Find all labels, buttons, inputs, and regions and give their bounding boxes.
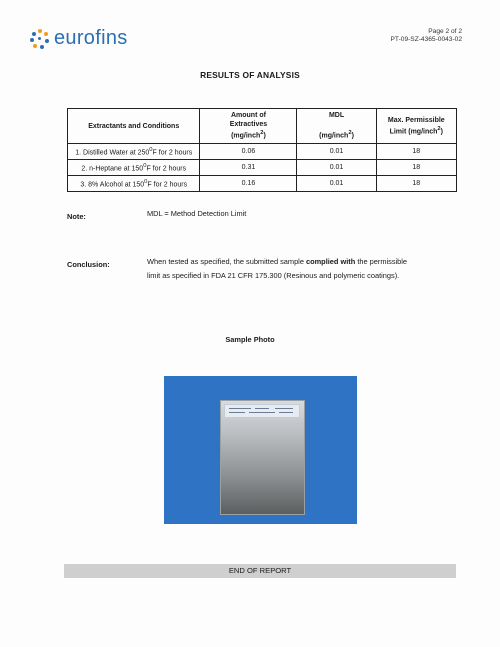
header-mdl: MDL (mg/inch$^2$) xyxy=(297,109,376,144)
table-row xyxy=(68,176,457,192)
header-extractants: Extractants and Conditions xyxy=(68,109,200,144)
sample-photo xyxy=(164,376,357,524)
row-condition: 2. n-Heptane at $150^0F$ for 2 hours xyxy=(68,160,200,176)
row-mdl: 0.01 xyxy=(297,144,376,160)
row-limit: 18 xyxy=(376,144,456,160)
row-mdl: 0.01 xyxy=(297,176,376,192)
row-mdl: 0.01 xyxy=(297,160,376,176)
note-label: Note: xyxy=(67,212,86,221)
results-table xyxy=(67,108,457,192)
conclusion-label: Conclusion: xyxy=(67,260,110,269)
table-row xyxy=(68,144,457,160)
table-header-row xyxy=(68,109,457,144)
report-number: PT-09-SZ-4365-0043-02 xyxy=(390,36,462,43)
conclusion-text: When tested as specified, the submitted sample complied with the permissible limit as specified in FDA 21 CFR 175.300 (Resinous and polymeric coatings). xyxy=(147,257,408,280)
row-limit: 18 xyxy=(376,176,456,192)
row-amount: 0.31 xyxy=(200,160,297,176)
header-limit: Max. Permissible Limit (mg/inch$^2$) xyxy=(376,109,456,144)
metal-sample-sheet xyxy=(220,400,305,515)
end-of-report-bar: END OF REPORT xyxy=(64,564,456,578)
row-condition: 3. 8% Alcohol at $150^0F$ for 2 hours xyxy=(68,176,200,192)
row-amount: 0.16 xyxy=(200,176,297,192)
row-condition: 1. Distilled Water at $250^0F$ for 2 hours xyxy=(68,144,200,160)
page-info xyxy=(391,28,462,44)
logo-dots-icon xyxy=(30,29,50,49)
note-text: MDL = Method Detection Limit xyxy=(147,209,247,218)
page-title: RESULTS OF ANALYSIS xyxy=(200,70,300,80)
header-amount: Amount of Extractives (mg/inch$^2$) xyxy=(200,109,297,144)
conclusion-result: complied with xyxy=(305,257,356,266)
photo-title: Sample Photo xyxy=(225,335,275,344)
row-limit: 18 xyxy=(376,160,456,176)
company-logo xyxy=(30,27,128,50)
brand-name: eurofins xyxy=(54,27,128,49)
page-number: Page 2 of 2 xyxy=(428,28,462,35)
row-amount: 0.06 xyxy=(200,144,297,160)
sample-label-sticker xyxy=(224,404,300,418)
table-row xyxy=(68,160,457,176)
